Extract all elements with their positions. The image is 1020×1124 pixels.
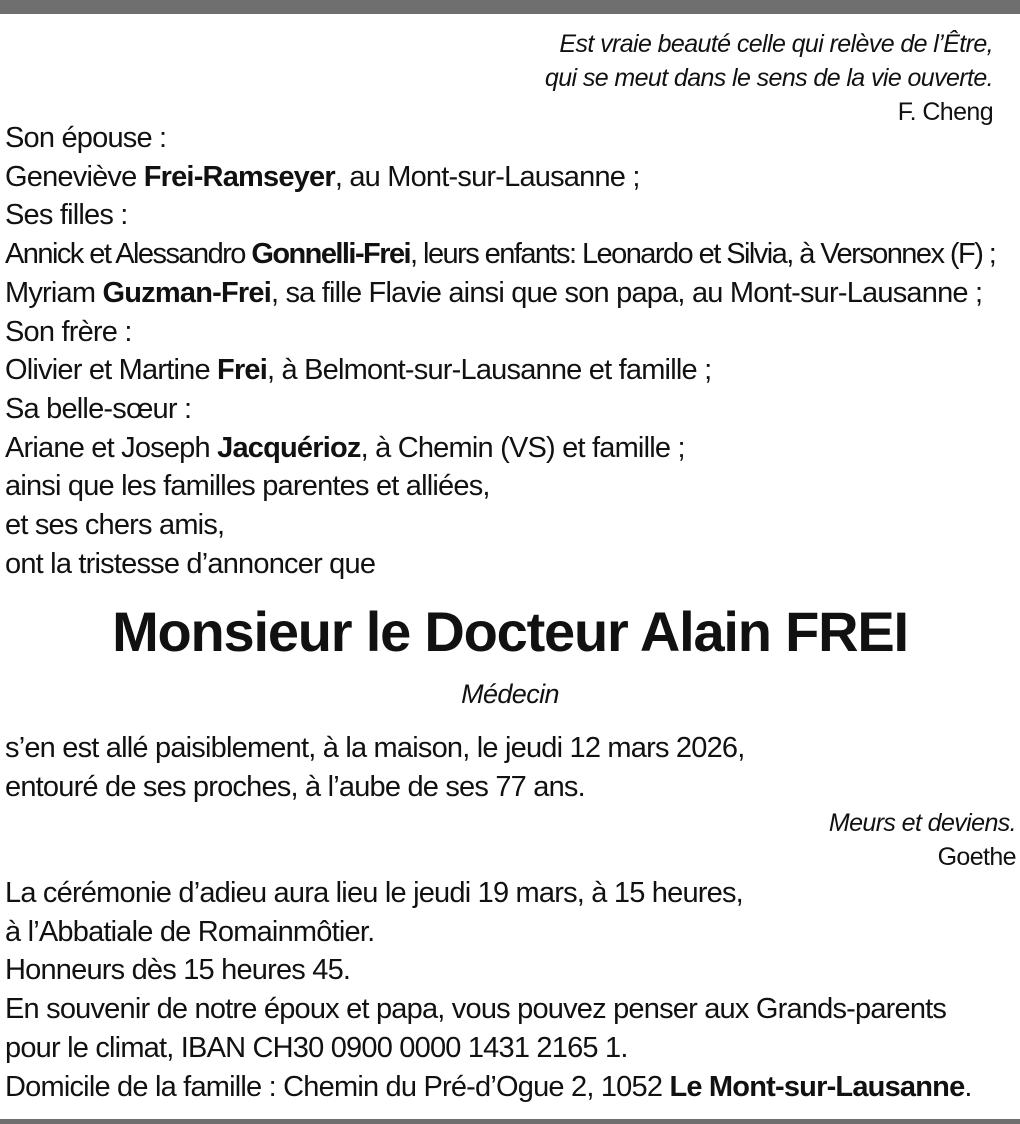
epigraph-line: Est vraie beauté celle qui relève de l’Être, [559,30,993,58]
closing-quote [829,806,1016,874]
spouse-line [5,158,1017,197]
passing-announcement [5,729,1017,806]
ceremony-line: Honneurs dès 15 heures 45. [5,954,351,987]
epigraph-line: qui se meut dans le sens de la vie ouverte. [544,64,993,92]
daughter-line-1 [5,235,1017,274]
sister-in-law-post: , à Chemin (VS) et famille ; [360,431,685,464]
daughter2-name: Guzman-Frei [102,276,271,309]
sister-in-law-line [5,429,1017,468]
domicile-line [5,1068,1017,1107]
daughter-line-2 [5,274,1017,313]
sister-in-law-pre: Ariane et Joseph [5,431,218,464]
sister-in-law-heading: Sa belle-sœur : [5,392,192,425]
brother-name: Frei [217,354,268,387]
daughter1-pre: Annick et Alessandro [5,238,252,271]
sister-in-law-name: Jacquérioz [217,431,361,464]
brother-post: , à Belmont-sur-Lausanne et famille ; [267,354,712,387]
bottom-border-rule [0,1119,1020,1124]
ceremony-line: En souvenir de notre époux et papa, vous pouvez penser aux Grands-parents [5,993,947,1026]
closing-line: ont la tristesse d’annoncer que [5,547,376,580]
domicile-place: Le Mont-sur-Lausanne [669,1070,965,1103]
epigraph [545,27,993,129]
spouse-post: , au Mont-sur-Lausanne ; [334,160,640,193]
daughters-heading: Ses filles : [5,199,128,232]
domicile-post: . [964,1070,972,1103]
closing-line: ainsi que les familles parentes et alliées, [5,470,490,503]
spouse-pre: Geneviève [5,160,144,193]
domicile-pre: Domicile de la famille : Chemin du Pré-d’Ogue 2, 1052 [5,1070,670,1103]
spouse-heading: Son épouse : [5,122,167,154]
ceremony-line: à l’Abbatiale de Romainmôtier. [5,915,375,948]
top-border-rule [0,0,1020,14]
brother-heading: Son frère : [5,315,132,348]
deceased-profession: Médecin [461,679,559,709]
ceremony-details [5,874,1017,1106]
closing-line: et ses chers amis, [5,509,225,542]
daughter1-post: , leurs enfants: Leonardo et Silvia, à Versonnex (F) ; [410,238,996,271]
deceased-name: Monsieur le Docteur Alain FREI [112,600,908,663]
closing-quote-text: Meurs et deviens. [828,809,1016,837]
daughter2-pre: Myriam [5,276,103,309]
brother-line [5,351,1017,390]
daughter2-post: , sa fille Flavie ainsi que son papa, au Mont-sur-Lausanne ; [270,276,983,309]
passing-line: s’en est allé paisiblement, à la maison, le jeudi 12 mars 2026, [5,732,745,764]
ceremony-line: pour le climat, IBAN CH30 0900 0000 1431 2165 1. [5,1031,628,1064]
spouse-name: Frei-Ramseyer [143,160,335,193]
epigraph-author: F. Cheng [897,98,993,126]
brother-pre: Olivier et Martine [5,354,218,387]
daughter1-name: Gonnelli-Frei [251,238,411,271]
closing-quote-author: Goethe [937,843,1016,871]
ceremony-line: La cérémonie d’adieu aura lieu le jeudi 19 mars, à 15 heures, [5,877,743,909]
family-list [5,119,1017,583]
passing-line: entouré de ses proches, à l’aube de ses 77 ans. [5,770,585,803]
